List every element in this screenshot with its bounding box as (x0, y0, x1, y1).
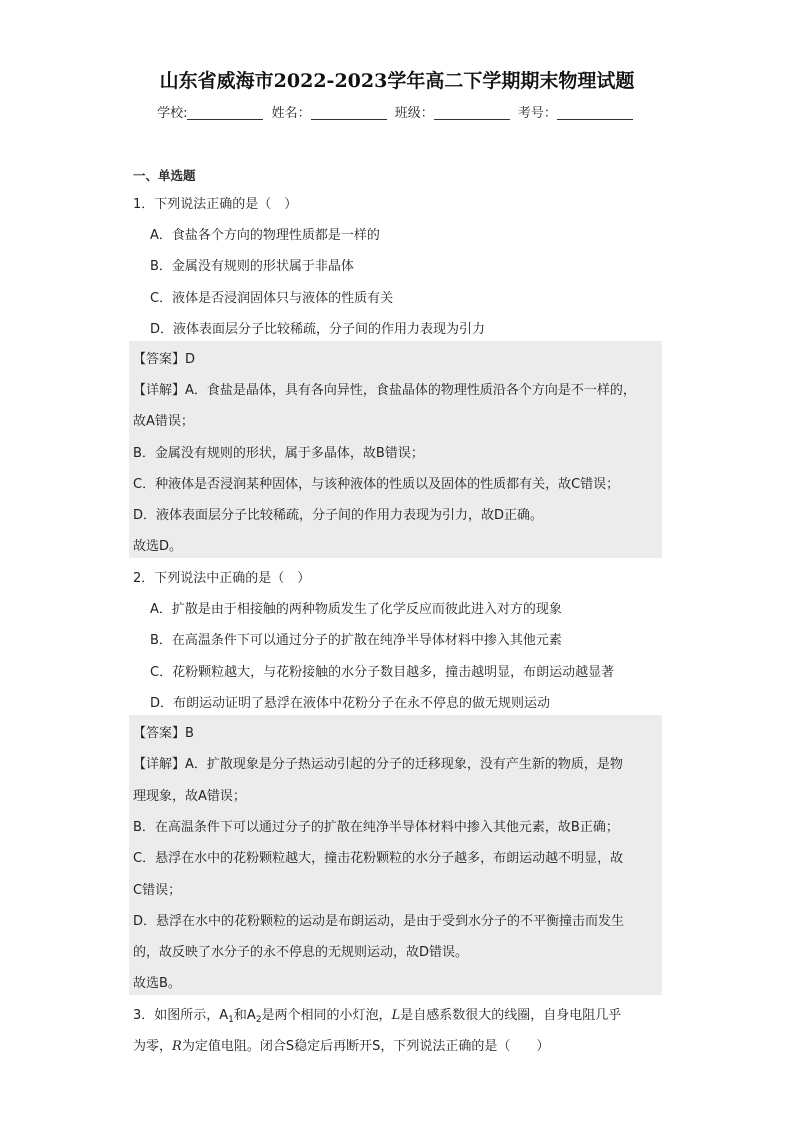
q2-analysis-line: B．在高温条件下可以通过分子的扩散在纯净半导体材料中掺入其他元素，故B正确； (133, 820, 619, 835)
student-info-line (0, 102, 794, 121)
q3-symbol-r: R (172, 1039, 182, 1054)
question-2-stem: 2．下列说法中正确的是（ ） (133, 571, 311, 586)
q3-symbol-l: L (391, 1008, 401, 1023)
q3-subscript: 2 (255, 1015, 262, 1025)
question-1-stem: 1．下列说法正确的是（ ） (133, 197, 298, 212)
q2-option-a: A．扩散是由于相接触的两种物质发生了化学反应而彼此进入对方的现象 (150, 602, 562, 617)
q1-option-d: D．液体表面层分子比较稀疏，分子间的作用力表现为引力 (150, 322, 486, 337)
q2-analysis-line: 【详解】A．扩散现象是分子热运动引起的分子的迁移现象，没有产生新的物质，是物 (133, 757, 623, 772)
name-blank[interactable] (311, 105, 387, 120)
q1-answer: 【答案】D (133, 352, 196, 367)
class-blank[interactable] (434, 105, 510, 120)
q1-option-a: A．食盐各个方向的物理性质都是一样的 (150, 228, 380, 243)
q3-text: 是自感系数很大的线圈，自身电阻几乎 (400, 1008, 622, 1023)
q1-analysis-line: 故选D。 (133, 539, 183, 554)
q2-option-b: B．在高温条件下可以通过分子的扩散在纯净半导体材料中掺入其他元素 (150, 633, 562, 648)
q3-text: 是两个相同的小灯泡， (261, 1008, 392, 1023)
page-title: 山东省威海市2022-2023学年高二下学期期末物理试题 (159, 70, 635, 92)
q1-option-b: B．金属没有规则的形状属于非晶体 (150, 259, 354, 274)
q2-option-c: C．花粉颗粒越大，与花粉接触的水分子数目越多，撞击越明显，布朗运动越显著 (150, 665, 615, 680)
q2-analysis-line: C．悬浮在水中的花粉颗粒越大，撞击花粉颗粒的水分子越多，布朗运动越不明显，故 (133, 851, 624, 866)
section-title: 一、单选题 (133, 168, 196, 183)
q1-analysis-line: 故A错误； (133, 414, 194, 429)
q2-analysis-line: C错误； (133, 883, 182, 898)
exam-number-blank[interactable] (557, 105, 633, 120)
q3-text: 为定值电阻。闭合S稳定后再断开S，下列说法正确的是（ ） (181, 1039, 550, 1054)
q3-text: 和A (233, 1008, 256, 1023)
q1-analysis-line: 【详解】A．食盐是晶体，具有各向异性，食盐晶体的物理性质沿各个方向是不一样的， (133, 383, 636, 398)
q3-text: 为零， (133, 1039, 173, 1054)
question-3-stem (133, 1004, 621, 1025)
class-label: 班级： (394, 106, 434, 121)
school-label: 学校: (157, 106, 188, 121)
q2-analysis-line: 的，故反映了水分子的永不停息的无规则运动，故D错误。 (133, 945, 469, 960)
q1-analysis-line: B．金属没有规则的形状，属于多晶体，故B错误； (133, 446, 424, 461)
q1-option-c: C．液体是否浸润固体只与液体的性质有关 (150, 291, 394, 306)
q1-analysis-line: C．种液体是否浸润某种固体，与该种液体的性质以及固体的性质都有关，故C错误； (133, 477, 620, 492)
question-3-stem-line-2 (133, 1035, 549, 1054)
school-blank[interactable] (187, 105, 263, 120)
q2-analysis-line: 故选B。 (133, 976, 181, 991)
q2-analysis-line: 理现象，故A错误； (133, 789, 246, 804)
q2-option-d: D．布朗运动证明了悬浮在液体中花粉分子在永不停息的做无规则运动 (150, 696, 551, 711)
q1-analysis-line: D．液体表面层分子比较稀疏，分子间的作用力表现为引力，故D正确。 (133, 508, 544, 523)
q2-answer: 【答案】B (133, 726, 194, 741)
q2-analysis-line: D．悬浮在水中的花粉颗粒的运动是布朗运动，是由于受到水分子的不平衡撞击而发生 (133, 914, 625, 929)
q3-text: 3．如图所示，A (133, 1008, 229, 1023)
exam-number-label: 考号： (517, 106, 557, 121)
name-label: 姓名： (271, 106, 311, 121)
q3-subscript: 1 (228, 1015, 234, 1025)
